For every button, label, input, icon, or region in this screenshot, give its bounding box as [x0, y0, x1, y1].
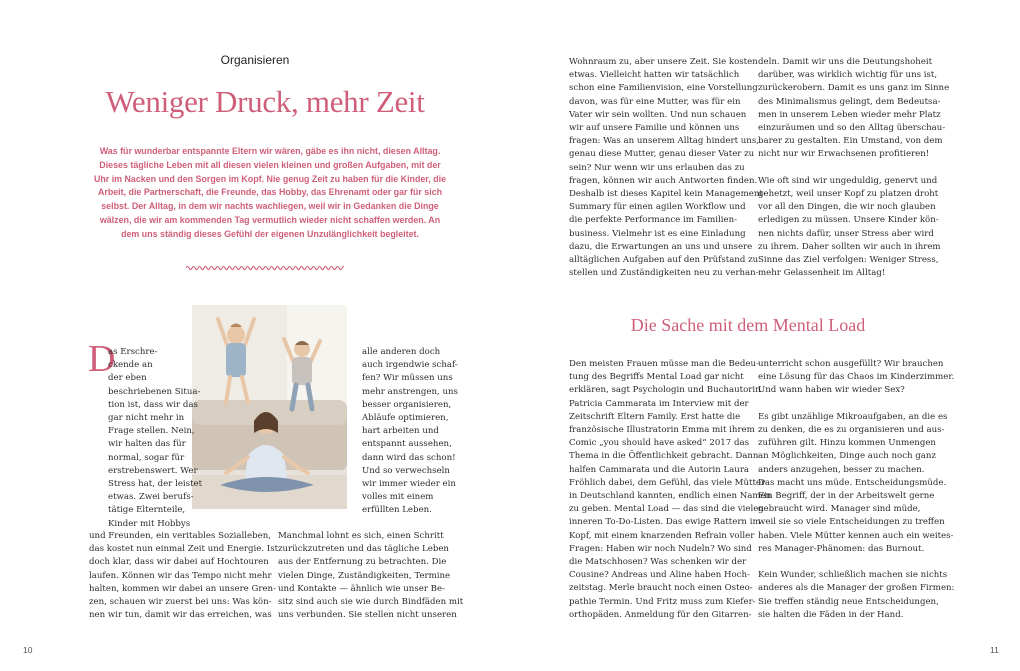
text-line: des Minimalismus gelingt, dem Bedeutsa- — [758, 96, 941, 107]
text-line: unterricht schon ausgefüllt? Wir brauchen — [758, 359, 944, 369]
page-headline: Weniger Druck, mehr Zeit — [105, 84, 425, 119]
text-line: erledigen zu müssen. Unsere Kinder kön- — [758, 215, 939, 226]
text-line: as Erschre- — [108, 347, 158, 357]
text-line: Comic „you should have asked“ 2017 das — [569, 438, 749, 449]
text-line: inneren To-Do-Listen. Das ewige Rattern im — [569, 517, 761, 528]
text-line: Uhr im Nacken und den Sorgen im Kopf. Nie genug Zeit zu haben für die Kinder, die — [93, 173, 447, 184]
text-line: wir auf unsere Familie und können uns — [569, 123, 740, 134]
text-line: hart arbeiten und — [362, 426, 439, 437]
text-line: aus der Entfernung zu betrachten. Die — [278, 557, 447, 568]
text-line: einzuräumen und so den Alltag überschau- — [758, 123, 946, 134]
text-line: halfen Cammarata und die Autorin Laura — [569, 464, 750, 475]
text-line: halten, kommen wir dabei an unsere Gren- — [89, 583, 276, 594]
text-line: selbst. Der Alltag, in dem wir nachts wachliegen, weil wir in Gedanken die Dinge — [101, 201, 439, 212]
text-line: Sinne das Ziel verfolgen: Weniger Stress, — [758, 255, 939, 266]
text-line: Kein Wunder, schließlich machen sie nichts — [758, 570, 948, 581]
text-line: wälzen, die wir am kommenden Tag vermutlich wieder nicht schaffen werden. An — [99, 214, 441, 225]
text-line: Fragen: Haben wir noch Nudeln? Wo sind — [569, 543, 752, 554]
text-line: Ein Begriff, der in der Arbeitswelt gerne — [758, 491, 935, 502]
text-line: ckende an — [108, 360, 153, 371]
text-line: Stress hat, der leistet — [108, 479, 203, 490]
text-line: die perfekte Performance im Familien- — [569, 215, 738, 226]
text-line: wir halten das für — [108, 439, 186, 450]
text-line: Und wann haben wir wieder Sex? — [758, 385, 905, 396]
text-line: das kostet nun einmal Zeit und Energie. Ist — [89, 544, 279, 555]
body-col2-full — [278, 530, 463, 622]
text-line: weil sie so viele Entscheidungen zu treffen — [758, 517, 945, 528]
right-col1-top — [569, 56, 766, 280]
text-line: zurückzutreten und das tägliche Leben — [278, 544, 449, 555]
body-col1-narrow — [108, 346, 202, 531]
section-label: Organisieren — [220, 53, 290, 67]
text-line: dazu, die Erwartungen an uns und unsere — [569, 241, 753, 252]
text-line: gehetzt, weil unser Kopf zu platzen droht — [758, 189, 939, 200]
text-line: volles mit einem — [362, 492, 434, 503]
text-line: Abläufe optimieren, — [362, 413, 449, 424]
text-line: anders anzugehen, besser zu machen. — [758, 464, 925, 475]
text-line: tätige Elternteile, — [108, 505, 186, 516]
text-line: und Kontakte — ähnlich wie unser Be- — [278, 583, 445, 594]
text-line: Kopf, mit einem knarzenden Refrain voller — [569, 530, 755, 541]
text-line: Das macht uns müde. Entscheidungsmüde. — [758, 477, 947, 488]
text-line: fragen: Was an unserem Alltag hindert uns, — [569, 136, 759, 147]
text-line: fen? Wir müssen uns — [362, 373, 453, 384]
page-number-left: 10 — [23, 645, 33, 655]
text-line: zuführen gilt. Hinzu kommen Unmengen — [758, 438, 936, 449]
text-line: genau diese Mutter, genau dieser Vater zu — [569, 149, 755, 160]
text-line: nen nichts dafür, unser Stress aber wird — [758, 228, 934, 239]
family-photo — [192, 305, 347, 509]
text-line: Zeitschrift Eltern Family. Erst hatte die — [569, 411, 741, 422]
text-line: fragen, können wir auch Antworten finden. — [569, 175, 758, 186]
text-line: besser organisieren, — [362, 399, 452, 410]
body-col1-full — [89, 530, 278, 622]
text-line: erfüllten Leben. — [362, 505, 432, 516]
text-line: eine Lösung für das Chaos im Kinderzimmer. — [758, 372, 955, 383]
text-line: anderes als die Manager der großen Firmen: — [758, 583, 955, 594]
text-line: erstrebenswert. Wer — [108, 465, 198, 476]
text-line: mehr Gelassenheit im Alltag! — [758, 268, 886, 279]
text-line: etwas. Zwei berufs- — [108, 492, 194, 503]
text-line: Manchmal lohnt es sich, einen Schritt — [278, 531, 444, 541]
text-line: Wohnraum zu, aber unsere Zeit. Sie kosten — [569, 57, 758, 67]
text-line: tion ist, dass wir das — [108, 399, 198, 410]
text-line: uns verbunden. Sie stellen nicht unseren — [278, 610, 457, 621]
intro-paragraph — [86, 145, 454, 242]
text-line: tung des Begriffs Mental Load gar nicht — [569, 372, 744, 383]
text-line: nicht nur wir Erwachsenen profitieren! — [758, 149, 930, 160]
text-line: alltäglichen Aufgaben auf den Prüfstand zu — [569, 255, 759, 266]
text-line: sitz sind auch sie wie durch Bindfäden mit — [278, 597, 464, 608]
family-yoga-illustration — [192, 305, 347, 509]
text-line: deln. Damit wir uns die Deutungshoheit — [758, 57, 933, 67]
text-line: Deshalb ist dieses Kapitel kein Management- — [569, 189, 766, 200]
text-line: Frage stellen. Nein, — [108, 426, 195, 437]
text-line — [758, 556, 954, 569]
right-col2-bottom — [758, 358, 954, 622]
text-line: Kinder mit Hobbys — [108, 518, 191, 529]
text-line: die Matschhosen? Was schenken wir der — [569, 557, 747, 568]
text-line: Den meisten Frauen müsse man die Bedeu- — [569, 359, 759, 369]
text-line: zen, schauen wir zuerst bei uns: Was kön- — [89, 597, 272, 608]
text-line: Und so verwechseln — [362, 465, 450, 476]
text-line: in Deutschland kannten, endlich einen Namen — [569, 491, 772, 502]
drop-cap: D — [88, 338, 116, 380]
text-line: Summary für einen agilen Workflow und — [569, 202, 746, 213]
text-line: business. Vielmehr ist es eine Einladung — [569, 228, 746, 239]
text-line: zu ihrem. Daher sollten wir auch in ihrem — [758, 241, 941, 252]
text-line — [758, 162, 949, 175]
text-line: Sie treffen ständig neue Entscheidungen, — [758, 596, 939, 607]
text-line: darüber, was wirklich wichtig für uns ist, — [758, 70, 938, 81]
text-line: laufen. Können wir das Tempo nicht mehr — [89, 570, 272, 581]
section-subheading: Die Sache mit dem Mental Load — [630, 315, 866, 335]
text-line: und Freunden, ein veritables Sozialleben, — [89, 531, 271, 541]
text-line: an Möglichkeiten, Dinge auch noch ganz — [758, 451, 936, 462]
text-line: pathie Termin. Und Fritz muss zum Kiefer- — [569, 596, 756, 607]
text-line: doch klar, dass wir dabei auf Hochtouren — [89, 557, 269, 568]
text-line: stellen und Zuständigkeiten neu zu verhan- — [569, 268, 759, 279]
text-line: barer zu gestalten. Ein Umstand, von dem — [758, 136, 943, 147]
text-line: Cousine? Andreas und Aline haben Hoch- — [569, 570, 750, 581]
text-line: haben. Viele Mütter kennen auch ein weites- — [758, 530, 954, 541]
text-line: Es gibt unzählige Mikroaufgaben, an die es — [758, 411, 948, 422]
text-line: erklären, sagt Psychologin und Buchautorin — [569, 385, 761, 396]
text-line: gebraucht wird. Manager sind müde, — [758, 504, 921, 515]
text-line: normal, sogar für — [108, 452, 185, 463]
text-line: entspannt aussehen, — [362, 439, 452, 450]
text-line: beschriebenen Situa- — [108, 386, 201, 397]
text-line: etwas. Vielleicht hatten wir tatsächlich — [569, 70, 740, 81]
text-line: vor all den Dingen, die wir noch glauben — [758, 202, 936, 213]
text-line: men in unserem Leben wieder mehr Platz — [758, 109, 941, 120]
text-line: Wie oft sind wir ungeduldig, genervt und — [758, 175, 938, 186]
text-line: zurückerobern. Damit es uns ganz im Sinne — [758, 83, 950, 94]
text-line: res Manager-Phänomen: das Burnout. — [758, 543, 925, 554]
page-number-right: 11 — [990, 645, 999, 655]
text-line: der eben — [108, 373, 147, 384]
text-line: dem uns ständig dieses Gefühl der eigenen Unzulänglichkeit begleitet. — [121, 228, 419, 239]
text-line: sie halten die Fäden in der Hand. — [758, 609, 904, 620]
text-line: Was für wunderbar entspannte Eltern wir wären, gäbe es ihn nicht, diesen Alltag. — [99, 146, 441, 156]
text-line: zu geben. Mental Load — das sind die vielen — [569, 504, 764, 515]
body-col2-narrow — [362, 346, 458, 518]
text-line: sein? Nur wenn wir uns erlauben das zu — [569, 162, 745, 173]
text-line: schon eine Familienvision, eine Vorstellung — [569, 83, 758, 94]
text-line: vielen Dinge, Zuständigkeiten, Termine — [278, 570, 451, 581]
text-line: Dieses tägliche Leben mit all diesen vielen kleinen und großen Aufgaben, mit der — [99, 159, 441, 170]
wave-divider — [186, 264, 344, 272]
text-line: alle anderen doch — [362, 347, 441, 357]
text-line: gar nicht mehr in — [108, 413, 185, 424]
text-line: französische Illustratorin Emma mit ihrem — [569, 425, 755, 436]
text-line: Thema in die Öffentlichkeit gebracht. Dann — [569, 451, 759, 462]
right-col2-top — [758, 56, 949, 280]
text-line: Patricia Cammarata im Interview mit der — [569, 398, 749, 409]
text-line: auch irgendwie schaf- — [362, 360, 458, 371]
text-line: wir immer wieder ein — [362, 479, 456, 490]
text-line — [758, 398, 954, 411]
text-line: Fröhlich dabei, dem Gefühl, das viele Mütter — [569, 477, 766, 488]
text-line: nen wir tun, damit wir das erreichen, was — [89, 610, 272, 621]
text-line: zu denken, die es zu organisieren und aus- — [758, 425, 945, 436]
text-line: dann wird das schon! — [362, 452, 456, 463]
text-line: orthopäden. Anmeldung für den Gitarren- — [569, 609, 752, 620]
text-line: davon, was für eine Mutter, was für ein — [569, 96, 741, 107]
text-line: zeitstag. Merle braucht noch einen Osteo- — [569, 583, 753, 594]
right-col1-bottom — [569, 358, 771, 622]
text-line: mehr anstrengen, uns — [362, 386, 458, 397]
text-line: Arbeit, die Partnerschaft, die Freunde, das Hobby, das Ehrenamt oder gar für sich — [97, 187, 443, 198]
text-line: Vater wir sein wollten. Und nun schauen — [569, 109, 747, 120]
